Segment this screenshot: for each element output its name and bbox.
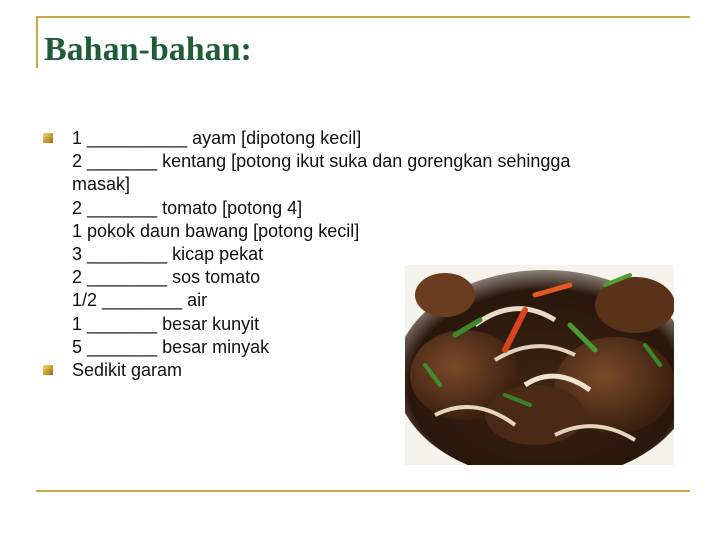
- ingredient-line: 3 ________ kicap pekat: [72, 244, 264, 265]
- slide-title: Bahan-bahan:: [44, 31, 252, 68]
- left-rule: [36, 16, 38, 68]
- top-rule: [36, 16, 690, 18]
- ingredient-line: 1 __________ ayam [dipotong kecil]: [72, 128, 362, 148]
- dish-photo: [405, 265, 674, 465]
- square-bullet-icon: [43, 365, 53, 375]
- square-bullet-icon: [43, 133, 53, 143]
- ingredient-line: 2 _______ tomato [potong 4]: [72, 197, 303, 218]
- ingredient-line: masak]: [72, 174, 131, 195]
- ingredient-line: 5 _______ besar minyak: [72, 336, 270, 357]
- ingredient-line: 2 ________ sos tomato: [72, 267, 261, 288]
- ingredient-line: 1 _______ besar kunyit: [72, 313, 260, 334]
- bottom-rule: [36, 490, 690, 492]
- ingredient-line: Sedikit garam: [72, 360, 183, 381]
- ingredient-line: 1/2 ________ air: [72, 290, 208, 311]
- ingredient-line: 1 pokok daun bawang [potong kecil]: [72, 220, 360, 241]
- ingredient-line: 2 _______ kentang [potong ikut suka dan gorengkan sehingga: [72, 151, 571, 172]
